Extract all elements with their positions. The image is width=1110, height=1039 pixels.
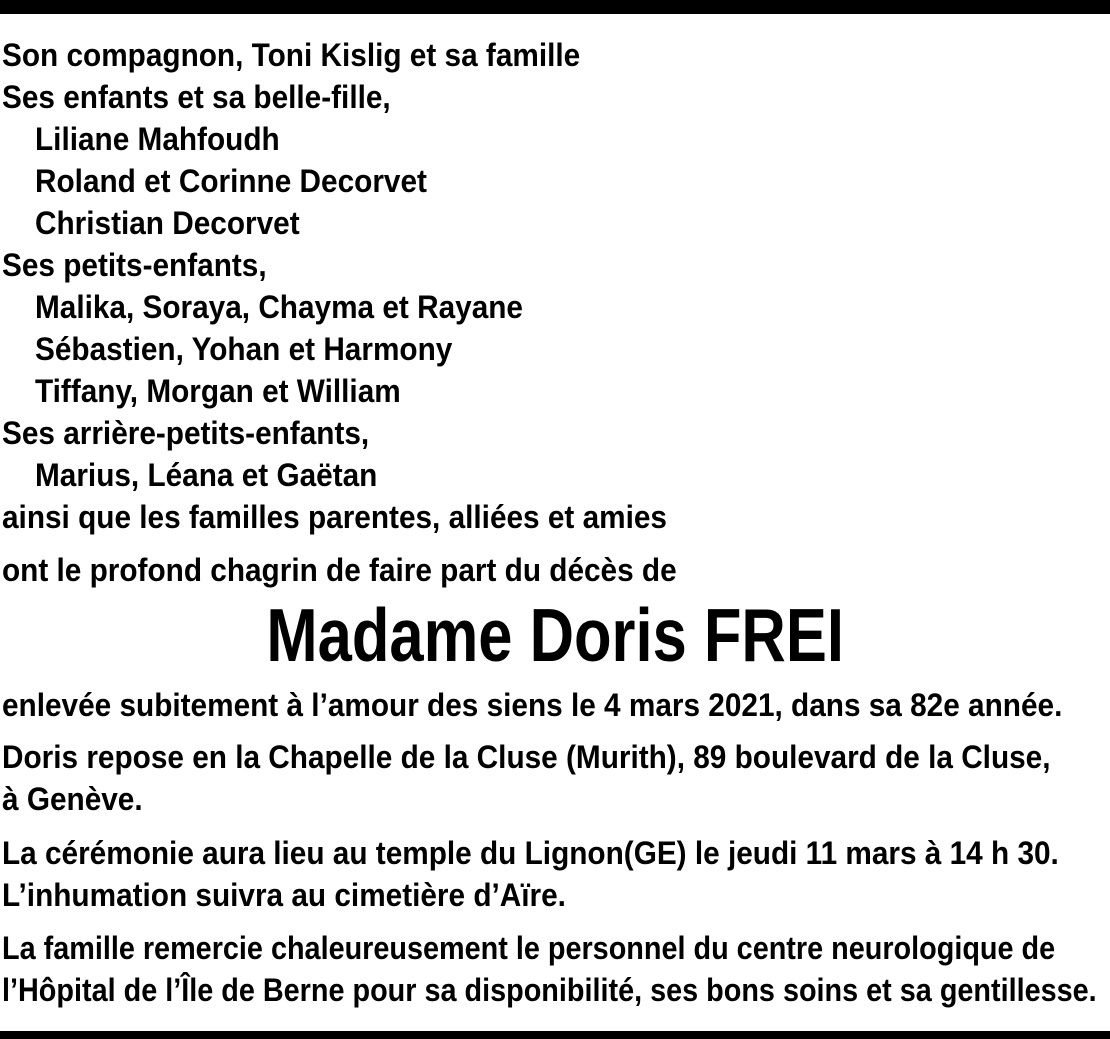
family-line bbox=[0, 160, 1110, 202]
top-rule bbox=[0, 0, 1110, 14]
family-line-text: Ses petits-enfants, bbox=[2, 247, 267, 283]
family-line-text: Marius, Léana et Gaëtan bbox=[35, 457, 378, 493]
paragraph-line-text: L’inhumation suivra au cimetière d’Aïre. bbox=[2, 877, 566, 913]
family-line bbox=[0, 328, 1110, 370]
paragraph-line bbox=[0, 778, 1110, 820]
family-line-text: Christian Decorvet bbox=[35, 205, 300, 241]
family-line bbox=[0, 202, 1110, 244]
family-line bbox=[0, 244, 1110, 286]
family-line-text: Ses enfants et sa belle-fille, bbox=[2, 79, 391, 115]
paragraph-line bbox=[0, 736, 1110, 778]
paragraph-line-text: La famille remercie chaleureusement le personnel du centre neurologique de bbox=[2, 930, 1056, 966]
paragraph-line-text: l’Hôpital de l’Île de Berne pour sa disponibilité, ses bons soins et sa gentillesse. bbox=[2, 972, 1097, 1008]
paragraph-death bbox=[0, 684, 1110, 726]
family-line bbox=[0, 34, 1110, 76]
deceased-name bbox=[0, 593, 1110, 677]
family-line bbox=[0, 286, 1110, 328]
family-line bbox=[0, 412, 1110, 454]
paragraph-thanks bbox=[0, 927, 1110, 1011]
family-line bbox=[0, 496, 1110, 538]
family-line bbox=[0, 370, 1110, 412]
notice-content bbox=[0, 14, 1110, 1011]
family-line-text: Tiffany, Morgan et William bbox=[35, 373, 401, 409]
deceased-name-text: Madame Doris FREI bbox=[266, 593, 844, 677]
bottom-rule bbox=[0, 1031, 1110, 1039]
paragraph-line bbox=[0, 969, 1110, 1011]
paragraph-repose bbox=[0, 736, 1110, 820]
paragraph-ceremony bbox=[0, 832, 1110, 916]
family-line-text: Roland et Corinne Decorvet bbox=[35, 163, 427, 199]
family-line-text: ainsi que les familles parentes, alliées et amies bbox=[2, 499, 667, 535]
family-line bbox=[0, 454, 1110, 496]
family-line-text: Liliane Mahfoudh bbox=[35, 121, 280, 157]
family-list bbox=[0, 34, 1110, 538]
paragraph-line-text: enlevée subitement à l’amour des siens le 4 mars 2021, dans sa 82e année. bbox=[2, 687, 1063, 723]
announcement-line bbox=[0, 549, 1110, 591]
family-line bbox=[0, 76, 1110, 118]
paragraph-line bbox=[0, 832, 1110, 874]
paragraph-line bbox=[0, 927, 1110, 969]
paragraph-line bbox=[0, 874, 1110, 916]
family-line-text: Malika, Soraya, Chayma et Rayane bbox=[35, 289, 523, 325]
paragraph-line bbox=[0, 684, 1110, 726]
announcement-text: ont le profond chagrin de faire part du décès de bbox=[2, 552, 677, 588]
family-line-text: Son compagnon, Toni Kislig et sa famille bbox=[2, 37, 581, 73]
paragraph-line-text: La cérémonie aura lieu au temple du Lignon(GE) le jeudi 11 mars à 14 h 30. bbox=[2, 835, 1059, 871]
family-line-text: Ses arrière-petits-enfants, bbox=[2, 415, 370, 451]
paragraph-line-text: à Genève. bbox=[2, 781, 143, 817]
paragraph-line-text: Doris repose en la Chapelle de la Cluse (Murith), 89 boulevard de la Cluse, bbox=[2, 739, 1051, 775]
family-line-text: Sébastien, Yohan et Harmony bbox=[35, 331, 453, 367]
family-line bbox=[0, 118, 1110, 160]
